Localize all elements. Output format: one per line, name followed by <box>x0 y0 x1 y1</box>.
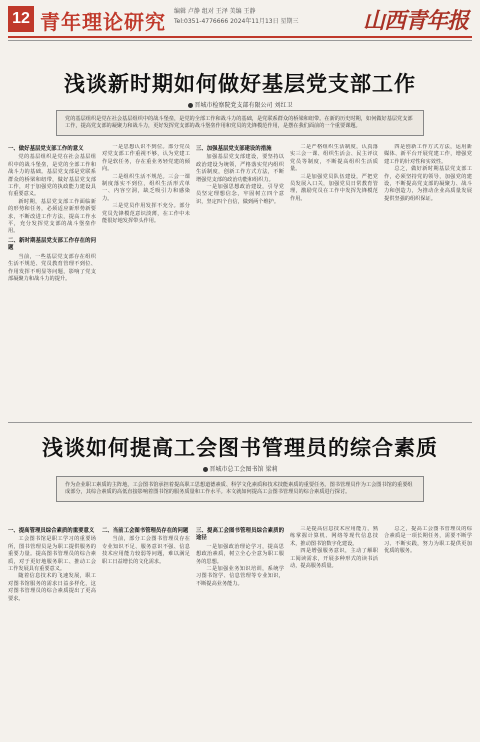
paragraph: 随着信息技术的飞速发展，职工对图书馆服务的需求日益多样化，这对图书管理员的综合素质提出了更高要求。 <box>8 573 96 602</box>
article2-column-2 <box>102 526 190 734</box>
article1-byline-text: 晋城市检察院党支部有限公司 刘红卫 <box>194 102 293 109</box>
paragraph: 当前，一些基层党支部存在组织生活不规范、党员教育管理不到位、作用发挥不明显等问题，影响了党支部凝聚力和战斗力的提升。 <box>8 253 96 282</box>
article2-abstract <box>56 476 424 502</box>
article1-byline <box>0 100 480 109</box>
masthead <box>0 0 480 44</box>
article2-abstract-text: 作为企业职工素质的主阵地，工会图书馆承担着提高职工思想道德素质、科学文化素质和技术技能素质的重要任务。图书管理员作为工会图书馆的重要组成部分，其综合素质的高低直接影响着图书馆的服务质量和工作水平。本文就如何提高工会图书管理员的综合素质进行探讨。 <box>65 482 413 495</box>
section-heading: 三、提高工会图书管理员综合素质的途径 <box>196 528 284 542</box>
section-heading: 二、新时期基层党支部工作存在的问题 <box>8 237 96 252</box>
article1-title: 浅谈新时期如何做好基层党支部工作 <box>64 72 416 96</box>
article2-byline <box>0 464 480 473</box>
article1-column-1 <box>8 144 96 416</box>
paragraph: 工会图书馆是职工学习的重要场所，图书管理员是为职工提供服务的重要力量。提高图书管理员的综合素质，对于更好地服务职工、推动工会工作发展具有重要意义。 <box>8 536 96 573</box>
masthead-thin-rule <box>8 40 472 41</box>
article1-body <box>8 144 472 416</box>
article2-column-3 <box>196 526 284 734</box>
section-heading: 一、做好基层党支部工作的意义 <box>8 146 84 152</box>
article1-abstract-text: 党的基层组织是党在社会基层组织中的战斗堡垒，是党的全部工作和战斗力的基础，是党联系群众的桥梁和纽带。在新的历史时期，如何做好基层党支部工作，提高党支部的凝聚力和战斗力，更好发挥党支部的战斗堡垒作用和党员的先锋模范作用，是摆在我们面前的一个重要课题。 <box>65 116 413 129</box>
paragraph: 当前，部分工会图书管理员存在专业知识不足、服务意识不强、信息技术应用能力较弱等问题，难以满足职工日益增长的文化需求。 <box>102 536 190 565</box>
article1-column-5 <box>384 144 472 416</box>
article2-title: 浅谈如何提高工会图书管理员的综合素质 <box>42 436 438 460</box>
article2-column-5 <box>384 526 472 734</box>
article1-column-2 <box>102 144 190 416</box>
editor-line: 编辑 卢静 组对 王泽 美编 王静 <box>174 8 256 15</box>
section-heading: 三、加强基层党支部建设的措施 <box>196 146 272 152</box>
paragraph: 一是加强思想政治建设，引导党员坚定理想信念，牢固树立四个意识，坚定四个自信，做到两个维护。 <box>196 184 284 205</box>
paragraph: 一是加强政治理论学习，提高思想政治素质，树立全心全意为职工服务的思想。 <box>196 543 284 565</box>
tel-line: Tel:0351-4776666 2024年11月13日 星期三 <box>174 18 299 25</box>
bullet-icon <box>188 103 193 108</box>
page-number: 12 <box>8 6 34 32</box>
paragraph: 三是提高信息技术应用能力，熟练掌握计算机、网络等现代信息技术，推动图书馆数字化建设。 <box>290 526 378 547</box>
article-divider <box>8 422 472 423</box>
article2-body <box>8 526 472 734</box>
paragraph: 四是创新工作方式方法，运用新媒体、新平台开展党建工作，增强党建工作的针对性和实效性。 <box>384 144 472 165</box>
section-heading: 二、当前工会图书管理员存在的问题 <box>102 528 189 534</box>
paragraph: 二是组织生活不规范。三会一课制度落实不到位，组织生活形式单一、内容空洞，缺乏吸引力和感染力。 <box>102 173 190 202</box>
newspaper-logo: 山西青年报 <box>362 8 468 34</box>
paragraph: 二是加强业务知识培训，系统学习图书馆学、信息管理等专业知识，不断提高业务能力。 <box>196 566 284 587</box>
paragraph: 三是党员作用发挥不充分。部分党员先锋模范意识淡薄，在工作中未能很好地发挥带头作用。 <box>102 203 190 225</box>
bullet-icon <box>203 467 208 472</box>
masthead-rule <box>8 36 472 38</box>
paragraph: 加强基层党支部建设，要坚持以政治建设为统领，严格落实党内组织生活制度，创新工作方式方法，不断增强党支部的政治功能和组织力。 <box>196 154 284 183</box>
paragraph: 新时期，基层党支部工作面临新的形势和任务，必须适应新形势新要求，不断改进工作方法，提高工作水平，充分发挥党支部的战斗堡垒作用。 <box>8 198 96 235</box>
article2-column-4 <box>290 526 378 734</box>
paragraph: 二是严格组织生活制度，认真落实三会一课、组织生活会、民主评议党员等制度，不断提高组织生活质量。 <box>290 144 378 173</box>
article2-byline-text: 晋城市总工会图书馆 梁莉 <box>209 466 278 473</box>
article1-column-4 <box>290 144 378 416</box>
section-heading: 一、提高管理员综合素质的重要意义 <box>8 528 95 534</box>
article1-abstract <box>56 110 424 136</box>
paragraph: 总之，提高工会图书管理员的综合素质是一项长期任务，需要不断学习、不断实践，努力为职工提供更加优质的服务。 <box>384 526 472 555</box>
section-name: 青年理论研究 <box>40 10 166 34</box>
paragraph: 四是增强服务意识，主动了解职工阅读需求，开展多种形式的读书活动，提高服务质量。 <box>290 548 378 570</box>
paragraph: 三是加强党员队伍建设，严把党员发展入口关，加强党员日常教育管理，激励党员在工作中发挥先锋模范作用。 <box>290 173 378 202</box>
article1-column-3 <box>196 144 284 416</box>
article2-column-1 <box>8 526 96 734</box>
paragraph: 一是思想认识不到位。部分党员对党支部工作重视不够，认为党建工作是软任务，存在重业务轻党建的倾向。 <box>102 144 190 173</box>
paragraph: 总之，做好新时期基层党支部工作，必须坚持党的领导，加强党的建设，不断提高党支部的凝聚力、战斗力和创造力，为推动企业高质量发展提供坚强的组织保证。 <box>384 166 472 202</box>
paragraph: 党的基层组织是党在社会基层组织中的战斗堡垒，是党的全部工作和战斗力的基础。基层党支部是党联系群众的桥梁和纽带，做好基层党支部工作，对于加强党的执政能力建设具有重要意义。 <box>8 154 96 198</box>
